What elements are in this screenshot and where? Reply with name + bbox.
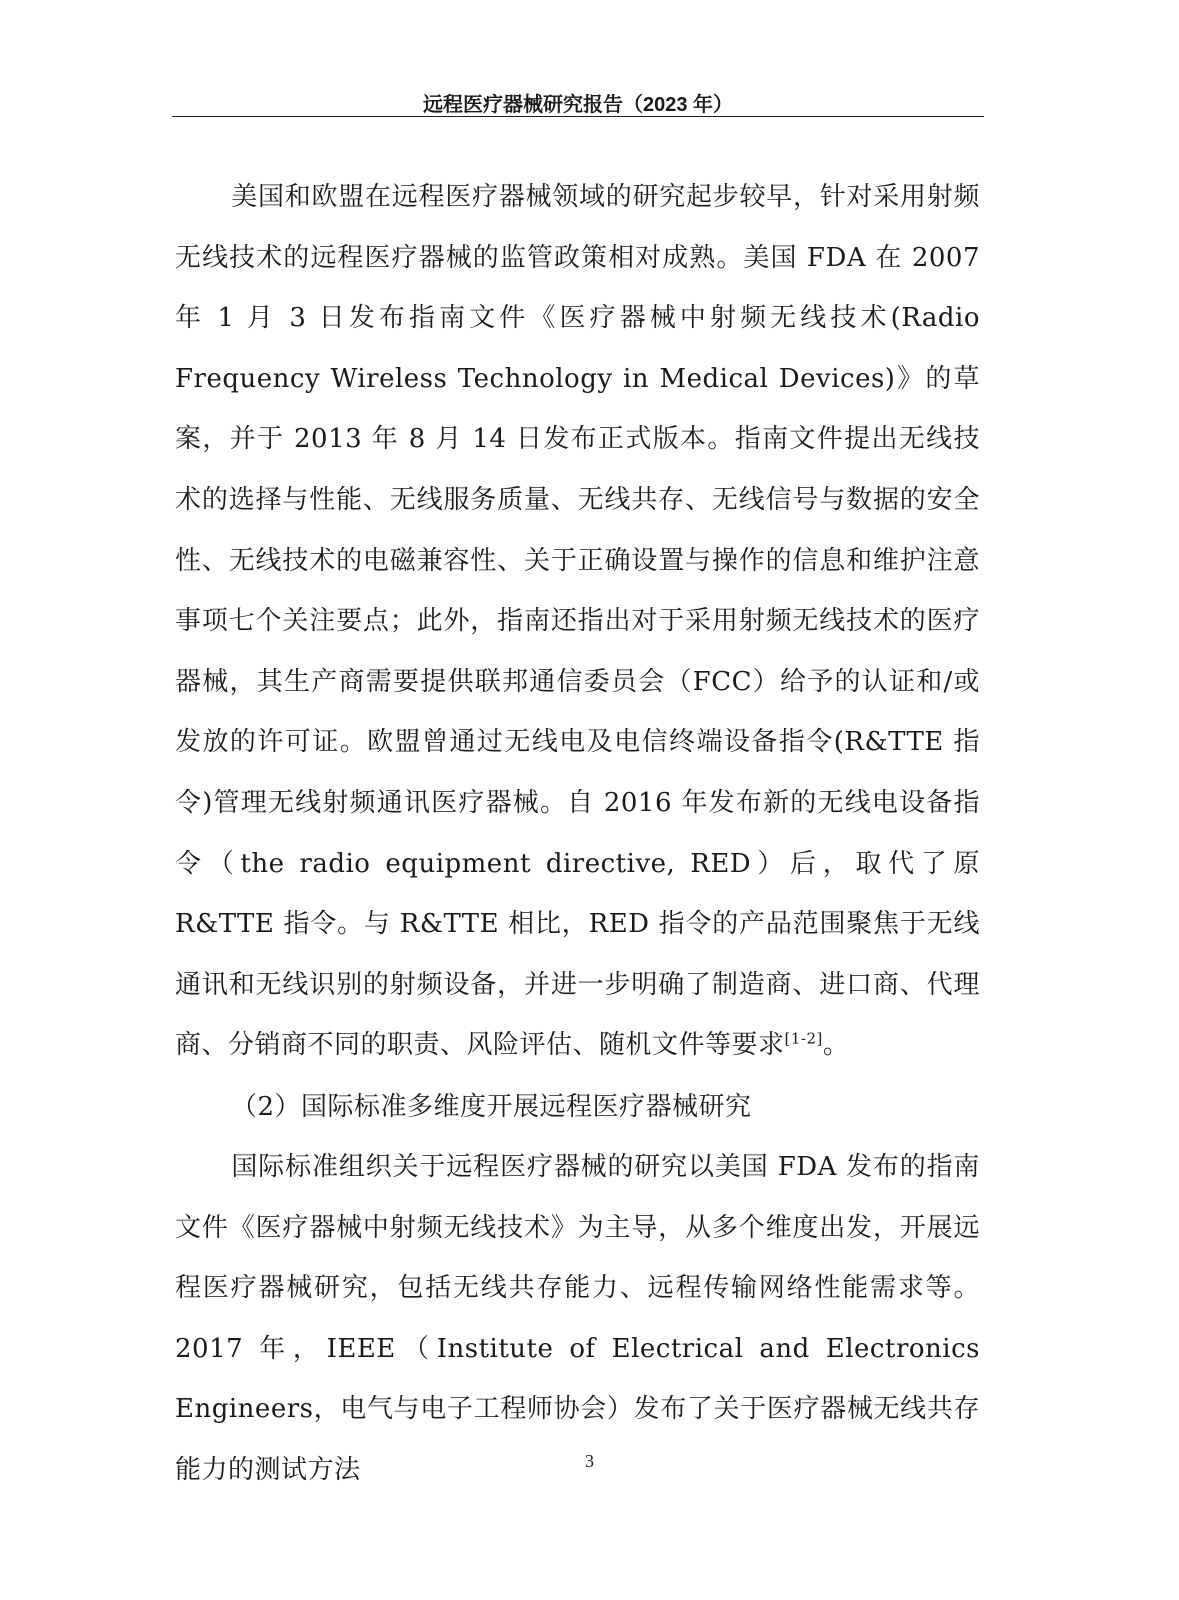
paragraph-international-standards: [175, 1137, 980, 1501]
paragraph-2-text: 国际标准组织关于远程医疗器械的研究以美国 FDA 发布的指南文件《医疗器械中射频无线技术》为主导，从多个维度出发，开展远程医疗器械研究，包括无线共存能力、远程传输网络性能需求等。2017 年，IEEE（Institute of Electrical and Electronics Engineers，电气与电子工程师协会）发布了关于医疗器械无线共存能力的测试方法: [175, 1152, 980, 1485]
page-header-title: 远程医疗器械研究报告（2023 年）: [422, 94, 734, 116]
header-divider: [172, 116, 984, 117]
paragraph-1-text: 美国和欧盟在远程医疗器械领域的研究起步较早，针对采用射频无线技术的远程医疗器械的监管政策相对成熟。美国 FDA 在 2007 年 1 月 3 日发布指南文件《医疗器械中射频无线技术(Radio Frequency Wireless Technology in Medical Devices)》的草案，并于 2013 年 8 月 14 日发布正式版本。指南文件提出无线技术的选择与性能、无线服务质量、无线共存、无线信号与数据的安全性、无线技术的电磁兼容性、关于正确设置与操作的信息和维护注意事项七个关注要点；此外，指南还指出对于采用射频无线技术的医疗器械，其生产商需要提供联邦通信委员会（FCC）给予的认证和/或发放的许可证。欧盟曾通过无线电及电信终端设备指令(R&TTE 指令)管理无线射频通讯医疗器械。自 2016 年发布新的无线电设备指令（the radio equipment directive, RED）后，取代了原 R&TTE 指令。与 R&TTE 相比，RED 指令的产品范围聚焦于无线通讯和无线识别的射频设备，并进一步明确了制造商、进口商、代理商、分销商不同的职责、风险评估、随机文件等要求: [175, 182, 980, 1061]
page-number: 3: [585, 1451, 594, 1471]
section-heading: [175, 1077, 980, 1138]
paragraph-us-eu-regulation: [175, 167, 980, 1076]
paragraph-1-end: 。: [822, 1030, 850, 1061]
citation-reference: [1-2]: [784, 1029, 823, 1048]
section-heading-text: （2）国际标准多维度开展远程医疗器械研究: [231, 1092, 752, 1122]
